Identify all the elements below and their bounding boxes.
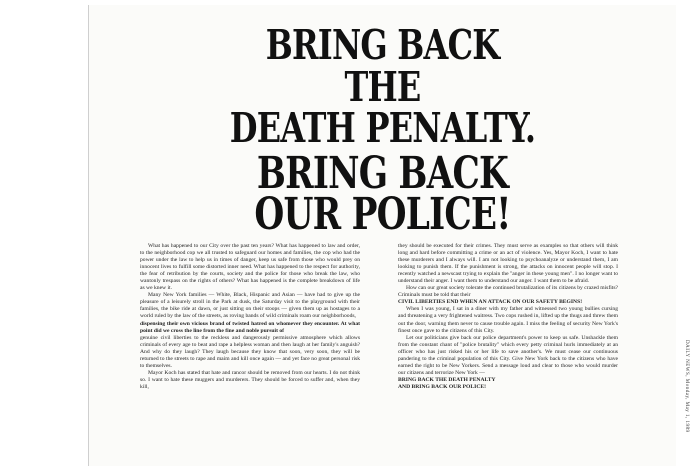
newspaper-page (88, 5, 676, 466)
body-paragraph: When I was young, I sat in a diner with my father and witnessed two young bullies cursing and threatening a very frightened waitress. Two cops rushed in, lifted up the thugs and threw them out the door, warning them never to cause trouble again. I miss the feeling of security New York's finest once gave to the citizens of this City. (398, 306, 618, 334)
body-paragraph: What has happened to our City over the past ten years? What has happened to law and order, to the neighborhood cop we all trusted to safeguard our homes and families, the cop who had the power under the law to help us in times of danger, keep us safe from those who would prey on innocent lives to fulfill some distorted inner need. What has happened to the respect for authority, the fear of retribution by the courts, society and the police for those who break the law, who wantonly trespass on the rights of others? What has happened is the complete breakdown of life as we knew it. (140, 243, 360, 292)
body-paragraph: genuine civil liberties to the reckless and dangerously permissive atmosphere which allows criminals of every age to beat and rape a helpless woman and then laugh at her family's anguish? And why do they laugh? They laugh because they know that soon, very soon, they will be returned to the streets to rape and maim and kill once again — and yet face no great personal risk to themselves. (140, 334, 360, 369)
body-column-left (140, 243, 360, 391)
margin-folio: DAILY NEWS, Monday, May 1, 1989 (684, 340, 689, 433)
body-paragraph: Mayor Koch has stated that hate and rancor should be removed from our hearts. I do not think so. I want to hate these muggers and murderers. They should be forced to suffer and, when they kill, (140, 369, 360, 390)
headline-line-4: BRING BACK (256, 148, 509, 199)
closing-line-1: BRING BACK THE DEATH PENALTY (398, 376, 496, 383)
body-emphasis: dispensing their own vicious brand of twisted hatred on whomever they encounter. At what point did we cross the line from the fine and noble pursuit of (140, 320, 360, 334)
headline-line-5: OUR POLICE! (254, 189, 511, 240)
body-paragraph: Many New York families — White, Black, Hispanic and Asian — have had to give up the pleasure of a leisurely stroll in the Park at dusk, the Saturday visit to the playground with their families, the bike ride at dawn, or just sitting on their stoops — given them up as hostages to a world ruled by the law of the streets, as roving bands of wild criminals roam our neighborhoods, (140, 292, 360, 320)
headline-line-2: THE (344, 63, 421, 111)
body-paragraph: Let our politicians give back our police department's power to keep us safe. Unshackle them from the constant chant of "police brutality" which every petty criminal hurls immediately at an officer who has just risked his or her life to save another's. We must cease our continuous pandering to the criminal population of this City. Give New York back to the citizens who have earned the right to be New Yorkers. Send a message loud and clear to those who would murder our citizens and terrorize New York — (398, 334, 618, 376)
closing-line-2: AND BRING BACK OUR POLICE! (398, 383, 486, 390)
body-paragraph: they should be executed for their crimes. They must serve as examples so that others will think long and hard before committing a crime or an act of violence. Yes, Mayor Koch, I want to hate these murderers and I always will. I am not looking to psychoanalyze or understand them, I am looking to punish them. If the punishment is strong, the attacks on innocent people will stop. I recently watched a newscast trying to explain the "anger in these young men". I no longer want to understand their anger. I want them to understand our anger. I want them to be afraid. (398, 243, 618, 285)
body-emphasis: CIVIL LIBERTIES END WHEN AN ATTACK ON OUR SAFETY BEGINS! (398, 299, 583, 306)
body-paragraph: How can our great society tolerate the continued brutalization of its citizens by crazed misfits? Criminals must be told that their (398, 285, 618, 299)
headline-line-3: DEATH PENALTY. (229, 104, 536, 152)
headline-line-1: BRING BACK (265, 21, 500, 69)
body-column-right (398, 243, 618, 391)
